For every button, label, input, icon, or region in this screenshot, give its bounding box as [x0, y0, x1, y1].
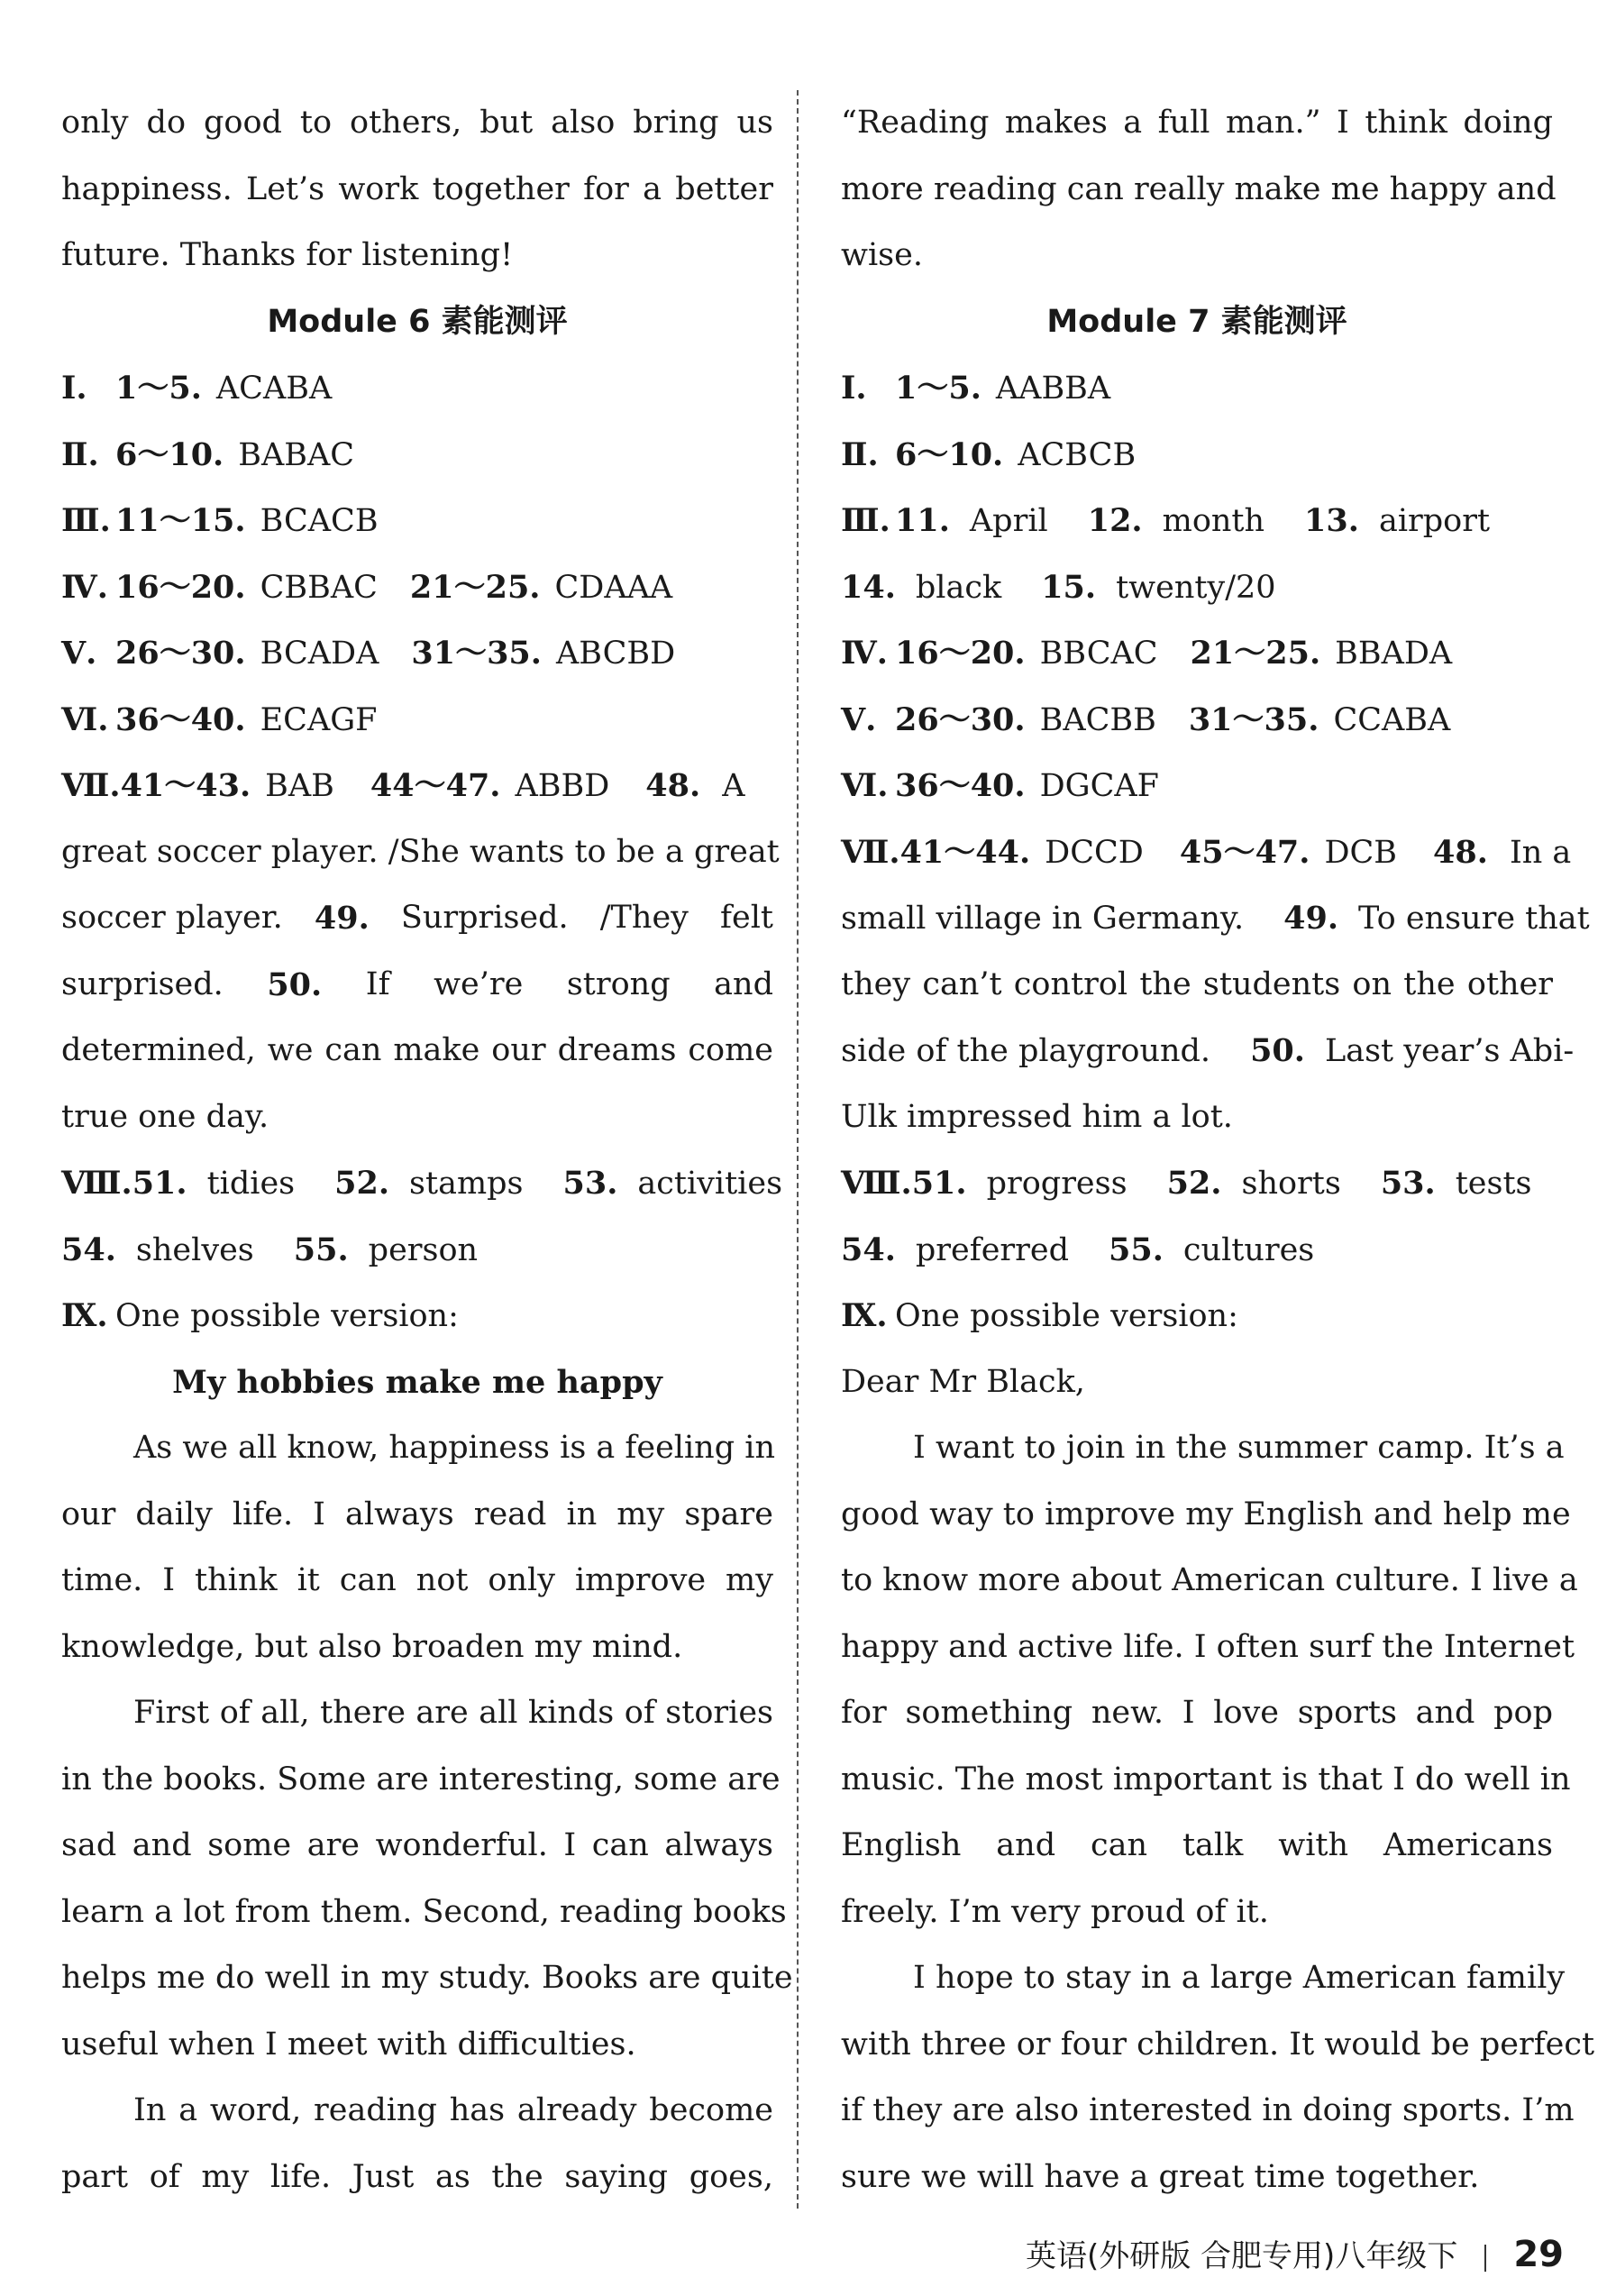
section-numeral: Ⅷ.: [61, 1165, 132, 1202]
essay-line: happy and active life. I often surf the Internet: [841, 1628, 1575, 1665]
answer-line-vii: [841, 819, 1572, 886]
question-range: 31～35.: [411, 635, 542, 672]
question-range: 21～25.: [1190, 635, 1321, 672]
answer-text-line: Ulk impressed him a lot.: [841, 1098, 1233, 1135]
essay-line: I want to join in the summer camp. It’s a: [913, 1430, 1565, 1466]
intro-line: more reading can really make me happy and: [841, 170, 1557, 207]
answer-line: [841, 620, 1553, 687]
section-numeral: Ⅵ.: [841, 767, 889, 804]
answer-text: A: [722, 768, 745, 804]
section-numeral: Ⅰ.: [841, 370, 867, 407]
item-number: 12.: [1087, 502, 1143, 539]
answer-word: and: [714, 965, 773, 1002]
module-title: Module 6 素能测评: [267, 303, 568, 340]
question-range: 11～15.: [115, 502, 246, 539]
answer-letters: BABAC: [238, 436, 355, 473]
intro-line: happiness. Let’s work together for a better: [61, 170, 773, 207]
question-range: 44～47.: [370, 767, 501, 804]
essay-line: in the books. Some are interesting, some are: [61, 1761, 781, 1797]
item-number: 53.: [562, 1165, 618, 1202]
answer-line-iii: [841, 554, 1553, 621]
item-number: 54.: [841, 1230, 896, 1268]
section-numeral: Ⅸ.: [841, 1297, 888, 1334]
item-word: airport: [1378, 503, 1491, 539]
answer-text-line: they can’t control the students on the other: [841, 965, 1553, 1002]
answer-letters: CBBAC: [260, 569, 378, 606]
page-footer: [1026, 2231, 1564, 2275]
item-number: 14.: [841, 568, 896, 606]
essay-line: part of my life. Just as the saying goes,: [61, 2158, 773, 2195]
item-word: progress: [986, 1166, 1128, 1202]
question-number: 49.: [1283, 900, 1339, 937]
essay-line: freely. I’m very proud of it.: [841, 1893, 1269, 1930]
essay-line: good way to improve my English and help me: [841, 1496, 1571, 1532]
item-word: shorts: [1241, 1166, 1341, 1202]
essay-title: My hobbies make me happy: [172, 1363, 662, 1401]
item-word: preferred: [915, 1231, 1070, 1268]
answer-line: [61, 554, 773, 621]
essay-line: for something new. I love sports and pop: [841, 1695, 1553, 1731]
essay-line: our daily life. I always read in my spare: [61, 1496, 773, 1532]
intro-line: wise.: [841, 237, 923, 273]
footer-separator: [1484, 2245, 1486, 2272]
essay-line: English and can talk with Americans: [841, 1827, 1553, 1863]
section-numeral: Ⅳ.: [841, 635, 888, 672]
answer-letters: AABBA: [995, 370, 1111, 407]
question-range: 16～20.: [895, 635, 1026, 672]
answer-text: Last year’s Abi-: [1324, 1033, 1575, 1069]
book-title: 英语(外研版 合肥专用)八年级下: [1025, 2238, 1458, 2274]
section-numeral: Ⅱ.: [61, 435, 99, 473]
answer-word: we’re: [434, 965, 524, 1002]
section-numeral: Ⅳ.: [61, 568, 108, 606]
essay-line: I hope to stay in a large American family: [913, 1960, 1566, 1996]
writing-label-text: One possible version:: [115, 1298, 459, 1334]
answer-line: [61, 422, 773, 489]
item-word: twenty/20: [1116, 569, 1276, 606]
answer-line: [841, 355, 1553, 422]
item-number: 13.: [1304, 502, 1359, 539]
answer-line: [841, 422, 1553, 489]
section-numeral: Ⅶ.: [841, 833, 900, 871]
item-number: 52.: [1166, 1165, 1222, 1202]
answer-line: [61, 620, 773, 687]
essay-line: First of all, there are all kinds of stories: [133, 1695, 773, 1731]
answer-letters: BBADA: [1335, 636, 1453, 672]
answer-text-line: [841, 1018, 1575, 1084]
section-numeral: Ⅴ.: [61, 635, 97, 672]
answer-letters: BACBB: [1039, 701, 1156, 738]
answer-letters: CDAAA: [554, 569, 673, 606]
item-word: black: [915, 569, 1002, 606]
answer-letters: CCABA: [1333, 701, 1451, 738]
essay-line: if they are also interested in doing sports. I’m: [841, 2092, 1575, 2128]
answer-line: [61, 355, 773, 422]
answer-text: small village in Germany.: [841, 901, 1245, 937]
item-number: 52.: [334, 1165, 390, 1202]
answer-letters: BCADA: [260, 636, 379, 672]
answer-line-viii: [841, 1150, 1553, 1217]
question-number: 48.: [645, 767, 701, 804]
essay-line: time. I think it can not only improve my: [61, 1562, 773, 1598]
section-numeral: Ⅷ.: [841, 1165, 912, 1202]
answer-group: [267, 952, 322, 1019]
item-number: 54.: [61, 1230, 116, 1268]
letter-greeting: Dear Mr Black,: [841, 1363, 1085, 1400]
answer-letters: ACABA: [215, 370, 333, 407]
answer-text-line: [61, 952, 773, 1019]
answer-word: If: [365, 965, 390, 1002]
question-range: 36～40.: [895, 767, 1026, 804]
question-number: 50.: [1250, 1032, 1305, 1069]
answer-letters: BAB: [265, 768, 334, 804]
intro-line: only do good to others, but also bring us: [61, 105, 773, 141]
answer-line-viii: [61, 1150, 783, 1217]
answer-word: strong: [566, 965, 671, 1002]
answer-letters: BBCAC: [1039, 636, 1158, 672]
item-word: tests: [1455, 1166, 1532, 1202]
answer-letters: ABCBD: [555, 636, 676, 672]
essay-line: with three or four children. It would be perfect: [841, 2026, 1595, 2063]
question-range: 36～40.: [115, 700, 246, 738]
answer-letters: DGCAF: [1039, 768, 1159, 804]
essay-line: In a word, reading has already become: [133, 2092, 773, 2128]
essay-line: helps me do well in my study. Books are quite: [61, 1960, 793, 1996]
item-number: 51.: [132, 1165, 187, 1202]
answer-text: side of the playground.: [841, 1033, 1211, 1069]
item-word: stamps: [409, 1166, 524, 1202]
answer-word: /They: [599, 900, 689, 936]
question-range: 6～10.: [895, 435, 1004, 473]
question-number: 50.: [267, 965, 323, 1003]
answer-line: [61, 488, 773, 554]
item-number: 55.: [1109, 1230, 1164, 1268]
essay-line: sure we will have a great time together.: [841, 2158, 1480, 2195]
item-number: 11.: [895, 502, 950, 539]
essay-line: useful when I meet with difficulties.: [61, 2026, 636, 2063]
answer-line-viii: [841, 1217, 1553, 1284]
answer-text-line: determined, we can make our dreams come: [61, 1032, 773, 1068]
answer-text: soccer player.: [61, 900, 283, 936]
essay-line: sad and some are wonderful. I can always: [61, 1827, 773, 1863]
intro-line: future. Thanks for listening!: [61, 237, 514, 273]
answer-line-viii: [61, 1217, 773, 1284]
question-number: 49.: [314, 900, 370, 937]
answer-letters: ABBD: [515, 768, 610, 804]
answer-text-line: [61, 885, 773, 952]
essay-line: knowledge, but also broaden my mind.: [61, 1628, 683, 1665]
writing-label: [61, 1283, 773, 1349]
answer-letters: ECAGF: [260, 701, 378, 738]
intro-line: “Reading makes a full man.” I think doing: [841, 105, 1553, 141]
item-word: shelves: [135, 1231, 254, 1268]
question-range: 1～5.: [895, 370, 981, 407]
answer-word: Surprised.: [400, 900, 569, 936]
answer-text: surprised.: [61, 965, 224, 1002]
section-numeral: Ⅴ.: [841, 700, 877, 738]
answer-letters: DCCD: [1045, 834, 1144, 871]
answer-letters: DCB: [1324, 834, 1398, 871]
answer-text-line: [841, 885, 1590, 952]
question-range: 41～44.: [899, 833, 1031, 871]
column-divider: [797, 90, 799, 2209]
item-word: activities: [637, 1166, 783, 1202]
question-number: 48.: [1433, 833, 1488, 871]
essay-line: music. The most important is that I do well in: [841, 1761, 1571, 1797]
answer-text-line: true one day.: [61, 1098, 269, 1135]
question-range: 16～20.: [115, 568, 246, 606]
question-range: 26～30.: [115, 635, 246, 672]
question-range: 26～30.: [895, 700, 1026, 738]
answer-line: [841, 753, 1553, 819]
section-numeral: Ⅲ.: [841, 502, 890, 539]
section-numeral: Ⅰ.: [61, 370, 87, 407]
answer-word: felt: [720, 900, 773, 936]
question-range: 21～25.: [409, 568, 541, 606]
module-title: Module 7 素能测评: [1046, 303, 1347, 340]
answer-text: To ensure that: [1358, 901, 1590, 937]
question-range: 45～47.: [1179, 833, 1310, 871]
answer-line-iii: [841, 488, 1553, 554]
item-word: person: [368, 1231, 479, 1268]
section-numeral: Ⅵ.: [61, 700, 109, 738]
section-numeral: Ⅸ.: [61, 1297, 108, 1334]
left-column: [61, 90, 793, 2210]
answer-letters: BCACB: [260, 503, 379, 539]
page-number: 29: [1513, 2234, 1564, 2275]
right-column: [841, 90, 1595, 2210]
writing-label-text: One possible version:: [895, 1298, 1238, 1334]
item-word: month: [1162, 503, 1265, 539]
answer-text: In a: [1509, 834, 1572, 871]
answer-letters: ACBCB: [1018, 436, 1137, 473]
writing-label: [841, 1283, 1553, 1349]
item-number: 15.: [1041, 568, 1097, 606]
item-number: 55.: [293, 1230, 349, 1268]
question-range: 31～35.: [1188, 700, 1319, 738]
section-numeral: Ⅶ.: [61, 767, 121, 804]
question-range: 41～43.: [120, 767, 251, 804]
item-number: 53.: [1380, 1165, 1436, 1202]
item-word: cultures: [1182, 1231, 1315, 1268]
section-numeral: Ⅱ.: [841, 435, 879, 473]
section-numeral: Ⅲ.: [61, 502, 111, 539]
item-word: April: [969, 503, 1048, 539]
answer-group: [315, 885, 370, 952]
question-range: 6～10.: [115, 435, 224, 473]
item-word: tidies: [206, 1166, 296, 1202]
answer-line-vii: [61, 753, 773, 819]
answer-line: [61, 687, 773, 754]
essay-line: learn a lot from them. Second, reading books: [61, 1893, 787, 1930]
answer-text-line: great soccer player. /She wants to be a great: [61, 833, 780, 870]
answer-line: [841, 687, 1553, 754]
question-range: 1～5.: [115, 370, 202, 407]
item-number: 51.: [911, 1165, 967, 1202]
essay-line: to know more about American culture. I live a: [841, 1562, 1578, 1598]
essay-line: As we all know, happiness is a feeling in: [133, 1430, 775, 1466]
